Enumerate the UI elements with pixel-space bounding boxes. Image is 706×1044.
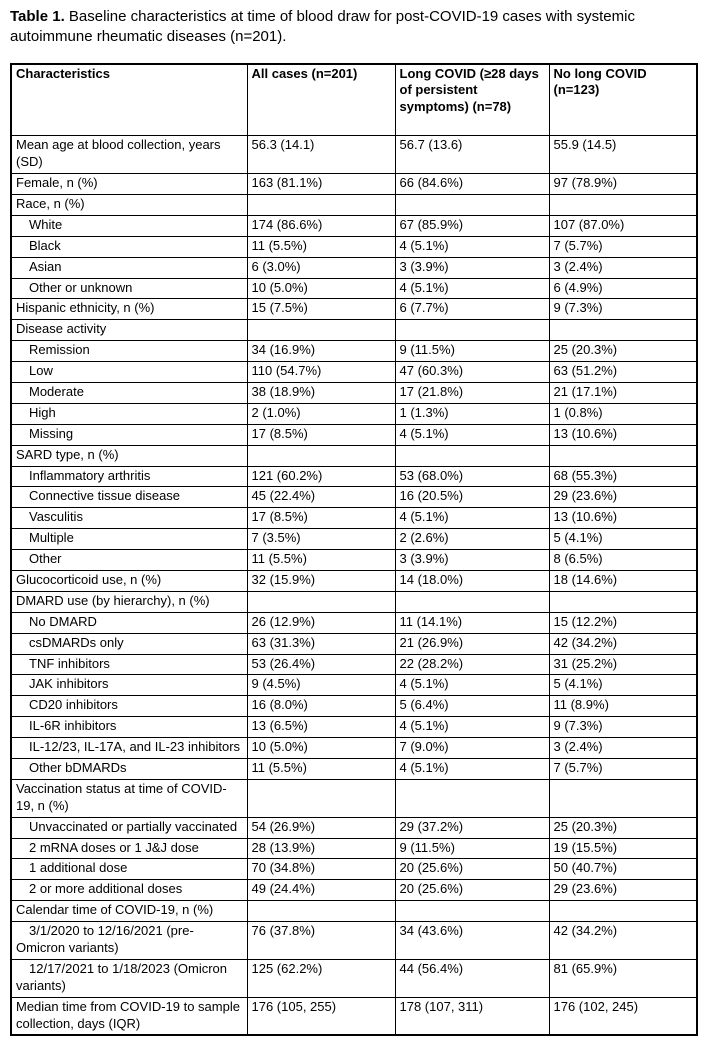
row-value: 26 (12.9%)	[247, 612, 395, 633]
table-caption	[10, 7, 702, 48]
table-row	[11, 299, 697, 320]
row-value: 10 (5.0%)	[247, 278, 395, 299]
table-row	[11, 382, 697, 403]
row-value: 9 (7.3%)	[549, 299, 697, 320]
row-value: 20 (25.6%)	[395, 880, 549, 901]
row-label: Median time from COVID-19 to sample collection, days (IQR)	[11, 997, 247, 1035]
row-value: 6 (7.7%)	[395, 299, 549, 320]
row-label: Glucocorticoid use, n (%)	[11, 570, 247, 591]
row-value: 16 (20.5%)	[395, 487, 549, 508]
row-value: 4 (5.1%)	[395, 236, 549, 257]
table-row	[11, 880, 697, 901]
row-value: 21 (26.9%)	[395, 633, 549, 654]
row-value: 56.7 (13.6)	[395, 136, 549, 174]
row-value	[395, 194, 549, 215]
row-value: 17 (8.5%)	[247, 508, 395, 529]
table-row	[11, 529, 697, 550]
row-value: 11 (5.5%)	[247, 550, 395, 571]
row-value: 17 (21.8%)	[395, 382, 549, 403]
row-label: IL-12/23, IL-17A, and IL-23 inhibitors	[11, 738, 247, 759]
table-row	[11, 341, 697, 362]
row-value	[395, 901, 549, 922]
row-label: 3/1/2020 to 12/16/2021 (pre-Omicron variants)	[11, 922, 247, 960]
row-label: CD20 inhibitors	[11, 696, 247, 717]
row-value: 11 (5.5%)	[247, 236, 395, 257]
column-header: No long COVID (n=123)	[549, 64, 697, 136]
row-label: Multiple	[11, 529, 247, 550]
row-value	[549, 591, 697, 612]
row-value: 47 (60.3%)	[395, 362, 549, 383]
row-label: JAK inhibitors	[11, 675, 247, 696]
row-value: 4 (5.1%)	[395, 508, 549, 529]
row-value: 32 (15.9%)	[247, 570, 395, 591]
column-header: Long COVID (≥28 days of persistent symptoms) (n=78)	[395, 64, 549, 136]
row-label: Black	[11, 236, 247, 257]
row-label: SARD type, n (%)	[11, 445, 247, 466]
row-value	[247, 901, 395, 922]
row-value: 14 (18.0%)	[395, 570, 549, 591]
row-value	[395, 591, 549, 612]
row-value: 22 (28.2%)	[395, 654, 549, 675]
table-row	[11, 633, 697, 654]
row-value: 76 (37.8%)	[247, 922, 395, 960]
table-row	[11, 759, 697, 780]
row-value: 44 (56.4%)	[395, 959, 549, 997]
row-value: 21 (17.1%)	[549, 382, 697, 403]
table-row	[11, 717, 697, 738]
row-value: 9 (11.5%)	[395, 838, 549, 859]
table-row	[11, 424, 697, 445]
row-value: 42 (34.2%)	[549, 922, 697, 960]
row-label: Connective tissue disease	[11, 487, 247, 508]
row-label: Inflammatory arthritis	[11, 466, 247, 487]
row-value: 13 (6.5%)	[247, 717, 395, 738]
row-value	[395, 779, 549, 817]
row-value: 7 (5.7%)	[549, 236, 697, 257]
row-value: 15 (7.5%)	[247, 299, 395, 320]
table-body	[11, 136, 697, 1036]
row-label: 2 or more additional doses	[11, 880, 247, 901]
row-label: Unvaccinated or partially vaccinated	[11, 817, 247, 838]
row-label: 1 additional dose	[11, 859, 247, 880]
row-value: 50 (40.7%)	[549, 859, 697, 880]
row-value: 38 (18.9%)	[247, 382, 395, 403]
row-value: 56.3 (14.1)	[247, 136, 395, 174]
table-row	[11, 838, 697, 859]
row-label: Vaccination status at time of COVID-19, n (%)	[11, 779, 247, 817]
row-value: 53 (26.4%)	[247, 654, 395, 675]
row-label: Remission	[11, 341, 247, 362]
row-value: 6 (4.9%)	[549, 278, 697, 299]
table-row	[11, 403, 697, 424]
row-value: 11 (14.1%)	[395, 612, 549, 633]
table-row	[11, 817, 697, 838]
row-value: 20 (25.6%)	[395, 859, 549, 880]
row-value: 67 (85.9%)	[395, 215, 549, 236]
row-label: High	[11, 403, 247, 424]
row-value: 31 (25.2%)	[549, 654, 697, 675]
row-value: 176 (102, 245)	[549, 997, 697, 1035]
column-header: All cases (n=201)	[247, 64, 395, 136]
row-label: Other	[11, 550, 247, 571]
table-row	[11, 445, 697, 466]
row-value: 49 (24.4%)	[247, 880, 395, 901]
row-value: 121 (60.2%)	[247, 466, 395, 487]
row-label: 2 mRNA doses or 1 J&J dose	[11, 838, 247, 859]
row-label: csDMARDs only	[11, 633, 247, 654]
table-row	[11, 612, 697, 633]
table-row	[11, 675, 697, 696]
row-label: White	[11, 215, 247, 236]
row-value: 70 (34.8%)	[247, 859, 395, 880]
row-value	[549, 901, 697, 922]
row-value	[549, 779, 697, 817]
row-value: 42 (34.2%)	[549, 633, 697, 654]
column-header: Characteristics	[11, 64, 247, 136]
row-value: 5 (4.1%)	[549, 675, 697, 696]
table-row	[11, 487, 697, 508]
row-value: 4 (5.1%)	[395, 759, 549, 780]
row-value: 45 (22.4%)	[247, 487, 395, 508]
row-value: 9 (7.3%)	[549, 717, 697, 738]
table-row	[11, 466, 697, 487]
row-value: 25 (20.3%)	[549, 341, 697, 362]
row-value: 34 (43.6%)	[395, 922, 549, 960]
table-row	[11, 738, 697, 759]
row-label: Disease activity	[11, 320, 247, 341]
row-value: 2 (1.0%)	[247, 403, 395, 424]
row-value: 11 (8.9%)	[549, 696, 697, 717]
table-row	[11, 959, 697, 997]
table-row	[11, 194, 697, 215]
row-label: TNF inhibitors	[11, 654, 247, 675]
row-value: 13 (10.6%)	[549, 508, 697, 529]
row-value: 3 (3.9%)	[395, 550, 549, 571]
row-value: 68 (55.3%)	[549, 466, 697, 487]
row-label: Asian	[11, 257, 247, 278]
table-row	[11, 508, 697, 529]
row-value: 97 (78.9%)	[549, 174, 697, 195]
header-row	[11, 64, 697, 136]
row-value: 28 (13.9%)	[247, 838, 395, 859]
row-value: 53 (68.0%)	[395, 466, 549, 487]
table-row	[11, 591, 697, 612]
row-label: Female, n (%)	[11, 174, 247, 195]
row-value: 63 (51.2%)	[549, 362, 697, 383]
row-value: 107 (87.0%)	[549, 215, 697, 236]
row-value: 8 (6.5%)	[549, 550, 697, 571]
table-row	[11, 257, 697, 278]
row-value: 2 (2.6%)	[395, 529, 549, 550]
row-value: 11 (5.5%)	[247, 759, 395, 780]
row-value: 7 (3.5%)	[247, 529, 395, 550]
table-row	[11, 320, 697, 341]
row-value: 9 (11.5%)	[395, 341, 549, 362]
row-value	[549, 445, 697, 466]
row-value: 174 (86.6%)	[247, 215, 395, 236]
row-label: 12/17/2021 to 1/18/2023 (Omicron variants)	[11, 959, 247, 997]
row-value: 7 (9.0%)	[395, 738, 549, 759]
row-label: IL-6R inhibitors	[11, 717, 247, 738]
row-label: DMARD use (by hierarchy), n (%)	[11, 591, 247, 612]
row-value: 34 (16.9%)	[247, 341, 395, 362]
row-value	[247, 445, 395, 466]
row-value: 1 (0.8%)	[549, 403, 697, 424]
row-value	[395, 445, 549, 466]
row-value	[549, 194, 697, 215]
row-value: 18 (14.6%)	[549, 570, 697, 591]
table-row	[11, 779, 697, 817]
row-value: 63 (31.3%)	[247, 633, 395, 654]
table-caption-label: Table 1.	[10, 8, 65, 25]
row-value	[549, 320, 697, 341]
table-row	[11, 997, 697, 1035]
row-label: Low	[11, 362, 247, 383]
row-label: Vasculitis	[11, 508, 247, 529]
row-value: 3 (3.9%)	[395, 257, 549, 278]
row-label: Race, n (%)	[11, 194, 247, 215]
row-label: Mean age at blood collection, years (SD)	[11, 136, 247, 174]
row-label: Calendar time of COVID-19, n (%)	[11, 901, 247, 922]
row-value: 4 (5.1%)	[395, 717, 549, 738]
table-row	[11, 550, 697, 571]
row-value: 125 (62.2%)	[247, 959, 395, 997]
row-value: 29 (37.2%)	[395, 817, 549, 838]
row-value: 16 (8.0%)	[247, 696, 395, 717]
row-value	[395, 320, 549, 341]
row-label: No DMARD	[11, 612, 247, 633]
table-row	[11, 570, 697, 591]
row-value: 6 (3.0%)	[247, 257, 395, 278]
table-caption-text: Baseline characteristics at time of blood draw for post-COVID-19 cases with systemic autoimmune rheumatic diseases (n=201).	[10, 8, 635, 46]
row-label: Missing	[11, 424, 247, 445]
table-row	[11, 278, 697, 299]
row-value: 29 (23.6%)	[549, 487, 697, 508]
row-value: 178 (107, 311)	[395, 997, 549, 1035]
row-label: Other bDMARDs	[11, 759, 247, 780]
table-row	[11, 136, 697, 174]
row-value: 54 (26.9%)	[247, 817, 395, 838]
row-value	[247, 591, 395, 612]
row-label: Moderate	[11, 382, 247, 403]
row-value: 17 (8.5%)	[247, 424, 395, 445]
row-label: Other or unknown	[11, 278, 247, 299]
row-value: 5 (6.4%)	[395, 696, 549, 717]
row-value: 13 (10.6%)	[549, 424, 697, 445]
row-value: 1 (1.3%)	[395, 403, 549, 424]
row-value: 176 (105, 255)	[247, 997, 395, 1035]
row-value: 4 (5.1%)	[395, 424, 549, 445]
row-value: 3 (2.4%)	[549, 738, 697, 759]
row-value: 163 (81.1%)	[247, 174, 395, 195]
row-value: 7 (5.7%)	[549, 759, 697, 780]
table-row	[11, 901, 697, 922]
table-row	[11, 215, 697, 236]
characteristics-table	[10, 63, 698, 1037]
row-label: Hispanic ethnicity, n (%)	[11, 299, 247, 320]
table-row	[11, 236, 697, 257]
row-value: 110 (54.7%)	[247, 362, 395, 383]
row-value: 15 (12.2%)	[549, 612, 697, 633]
row-value	[247, 320, 395, 341]
table-row	[11, 922, 697, 960]
table-row	[11, 859, 697, 880]
table-row	[11, 362, 697, 383]
table-row	[11, 174, 697, 195]
table-row	[11, 696, 697, 717]
row-value: 5 (4.1%)	[549, 529, 697, 550]
table-row	[11, 654, 697, 675]
row-value: 10 (5.0%)	[247, 738, 395, 759]
row-value: 81 (65.9%)	[549, 959, 697, 997]
row-value	[247, 194, 395, 215]
row-value	[247, 779, 395, 817]
row-value: 4 (5.1%)	[395, 278, 549, 299]
row-value: 9 (4.5%)	[247, 675, 395, 696]
row-value: 29 (23.6%)	[549, 880, 697, 901]
row-value: 66 (84.6%)	[395, 174, 549, 195]
row-value: 19 (15.5%)	[549, 838, 697, 859]
row-value: 55.9 (14.5)	[549, 136, 697, 174]
row-value: 3 (2.4%)	[549, 257, 697, 278]
row-value: 25 (20.3%)	[549, 817, 697, 838]
row-value: 4 (5.1%)	[395, 675, 549, 696]
